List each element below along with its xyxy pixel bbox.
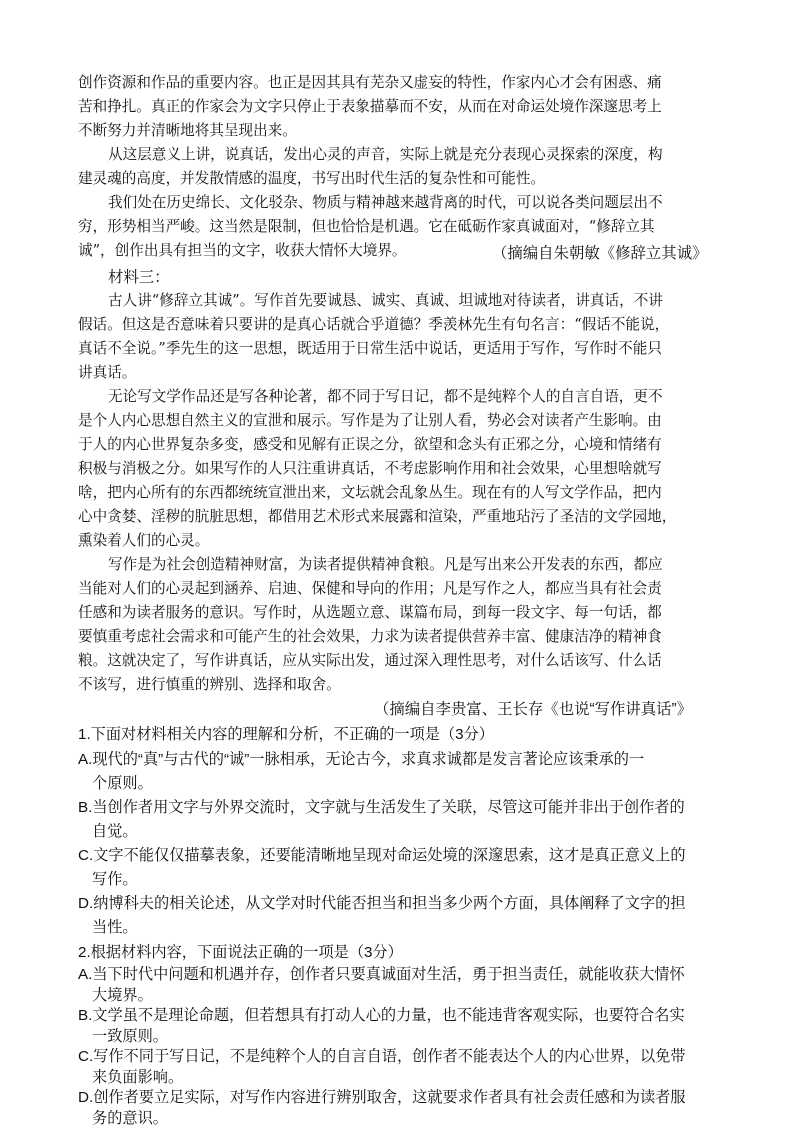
text-line: 建灵魂的高度，并发散情感的温度，书写出时代生活的复杂性和可能性。 [78,170,546,187]
option-a: A.当下时代中问题和机遇并存，创作者只要真诚面对生活，勇于担当责任，就能收获大情怀 [78,966,685,983]
text-line: 心中贪婪、淫秽的肮脏思想，都借用艺术形式来展露和渲染，严重地玷污了圣洁的文学园地， [78,508,677,525]
text-line: 当能对人们的心灵起到涵养、启迪、保健和导向的作用；凡是写作之人，都应当具有社会责 [78,580,662,597]
text-line: 穷，形势相当严峻。这当然是限制，但也恰恰是机遇。它在砥砺作家真诚面对，“修辞立其 [78,218,655,235]
text-line: 讲真话。 [78,364,137,381]
text-line: 任感和为读者服务的意识。写作时，从选题立意、谋篇布局，到每一段文字、每一句话，都 [78,604,662,621]
text-line: 要慎重考虑社会需求和可能产生的社会效果，力求为读者提供营养丰富、健康洁净的精神食 [78,628,662,645]
option-a: A.现代的“真”与古代的“诚”一脉相承，无论古今，求真求诚都是发言著论应该秉承的一 [78,751,645,768]
text-line: 啥，把内心所有的东西都统统宣泄出来，文坛就会乱象丛生。现在有的人写文学作品，把内 [78,484,662,501]
text-line: 于人的内心世界复杂多变，感受和见解有正误之分，欲望和念头有正邪之分，心境和情绪有 [78,436,662,453]
text-line: 不断努力并清晰地将其呈现出来。 [78,122,297,139]
option-a-cont: 个原则。 [92,775,153,792]
text-line: 无论写文学作品还是写各种论著，都不同于写日记，都不是纯粹个人的自言自语，更不 [108,388,663,405]
option-b-cont: 自觉。 [92,823,138,840]
source-citation: （摘编自朱朝敏《修辞立其诚》 [492,245,708,262]
option-d-cont: 务的意识。 [92,1109,168,1127]
text-line: 粮。这就决定了，写作讲真话，应从实际出发，通过深入理性思考，对什么话该写、什么话 [78,652,662,669]
text-line: 我们处在历史绵长、文化驳杂、物质与精神越来越背离的时代，可以说各类问题层出不 [108,194,663,211]
option-c: C.文字不能仅仅描摹表象，还要能清晰地呈现对命运处境的深邃思索，这才是真正意义上的 [78,847,686,864]
option-c-cont: 写作。 [92,871,138,888]
option-d: D.创作者要立足实际，对写作内容进行辨别取舍，这就要求作者具有社会责任感和为读者服 [78,1089,686,1106]
question-stem: 2.根据材料内容，下面说法正确的一项是（3分） [78,944,403,961]
option-c: C.写作不同于写日记，不是纯粹个人的自言自语，创作者不能表达个人的内心世界，以免带 [78,1048,686,1065]
text-line: 是个人内心思想自然主义的宣泄和展示。写作是为了让别人看，势必会对读者产生影响。由 [78,412,662,429]
option-b-cont: 一致原则。 [92,1027,168,1045]
option-d: D.纳博科夫的相关论述，从文学对时代能否担当和担当多少两个方面，具体阐释了文字的担 [78,895,686,912]
text-line: 真话不全说。”季先生的这一思想，既适用于日常生活中说话，更适用于写作，写作时不能只 [78,340,662,357]
option-b: B.文学虽不是理论命题，但若想具有打动人心的力量，也不能违背客观实际，也要符合名实 [78,1007,685,1024]
text-line: 写作是为社会创造精神财富，为读者提供精神食粮。凡是写出来公开发表的东西，都应 [108,556,663,573]
option-c-cont: 来负面影响。 [92,1068,184,1086]
source-citation: （摘编自李贵富、王长存《也说“写作讲真话”》 [374,701,693,718]
text-line: 从这层意义上讲，说真话，发出心灵的声音，实际上就是充分表现心灵探索的深度，构 [108,146,663,163]
text-line: 熏染着人们的心灵。 [78,532,210,549]
option-a-cont: 大境界。 [92,986,153,1004]
text-line: 创作资源和作品的重要内容。也正是因其具有芜杂又虚妄的特性，作家内心才会有困惑、痛 [78,74,662,91]
text-line: 古人讲“修辞立其诚”。写作首先要诚恳、诚实、真诚、坦诚地对待读者，讲真话，不讲 [108,292,663,309]
text-line: 诚”，创作出具有担当的文字，收获大情怀大境界。 [78,242,407,259]
question-stem: 1.下面对材料相关内容的理解和分析，不正确的一项是（3分） [78,726,494,743]
text-line: 不该写，进行慎重的辨别、选择和取舍。 [78,676,341,693]
text-line: 苦和挣扎。真正的作家会为文字只停止于表象描摹而不安，从而在对命运处境作深邃思考上 [78,98,662,115]
text-line: 假话。但这是否意味着只要讲的是真心话就合乎道德？季羡林先生有句名言：“假话不能说， [78,316,670,333]
option-b: B.当创作者用文字与外界交流时，文字就与生活发生了关联，尽管这可能并非出于创作者的 [78,799,685,816]
section-heading: 材料三： [108,269,170,286]
text-line: 积极与消极之分。如果写作的人只注重讲真话，不考虑影响作用和社会效果，心里想啥就写 [78,460,662,477]
option-d-cont: 当性。 [92,919,138,936]
